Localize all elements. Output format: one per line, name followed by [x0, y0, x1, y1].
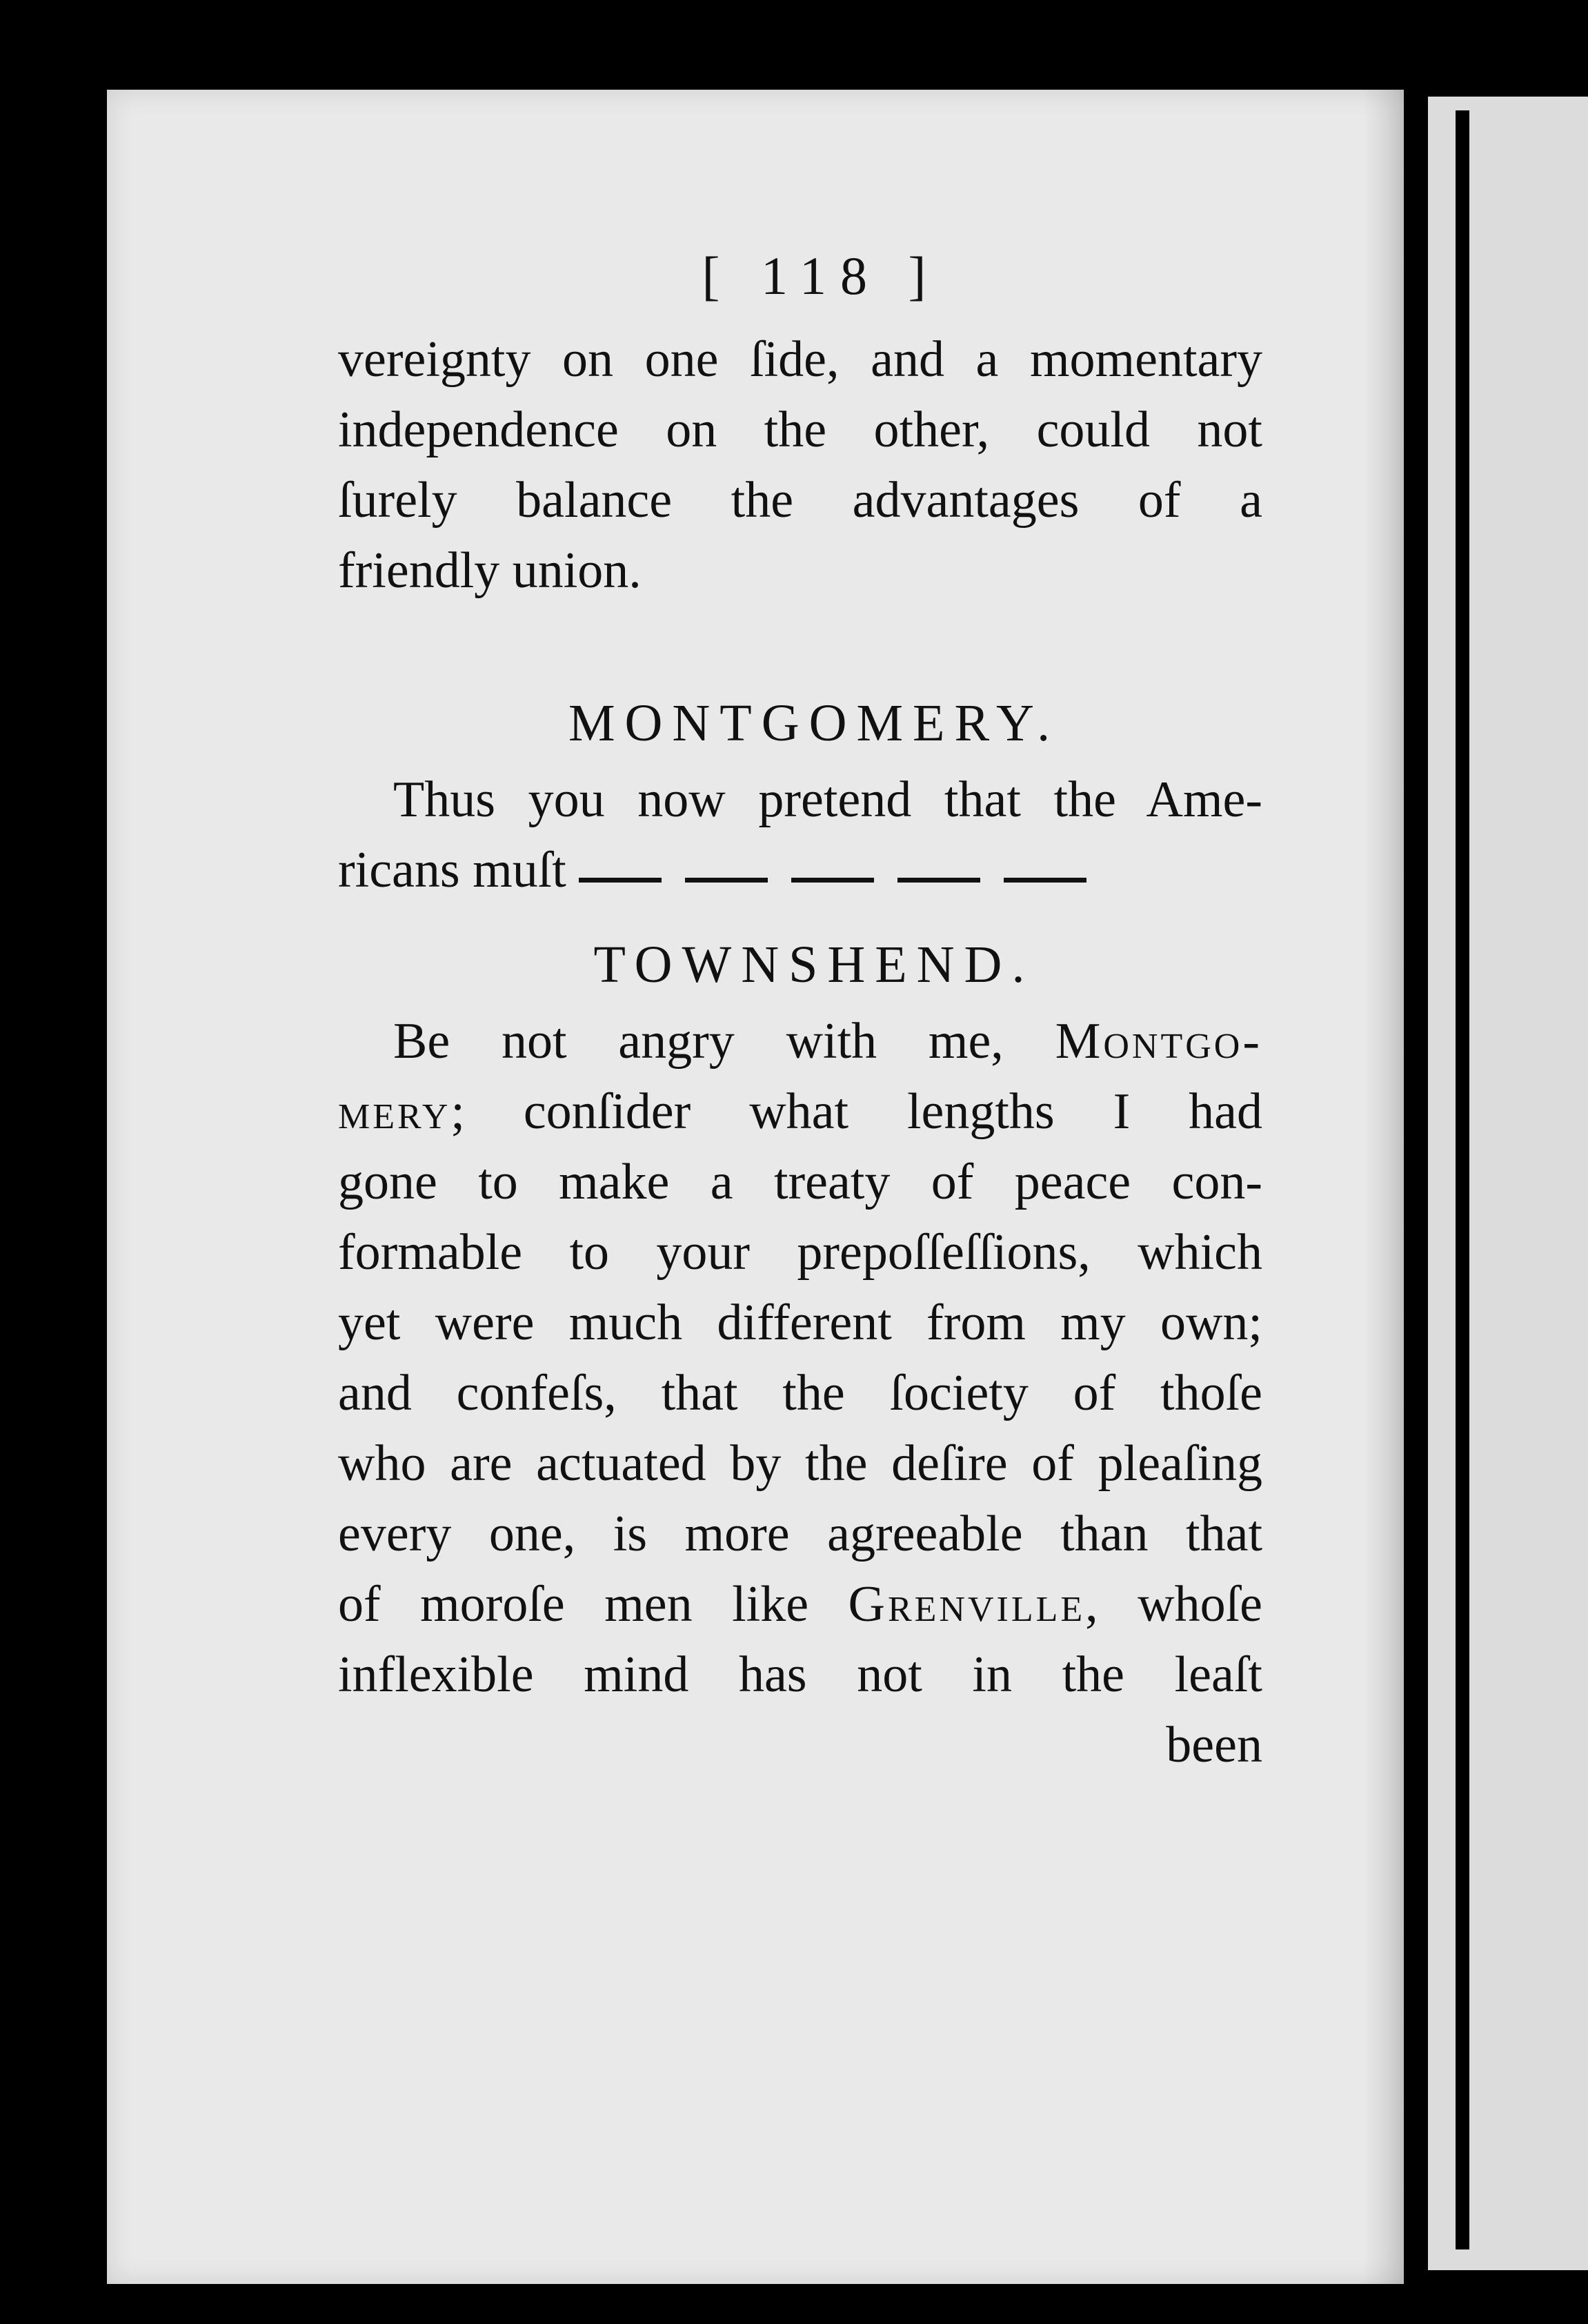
text-line: formable to your prepoſſeſſions, which: [338, 1224, 1262, 1281]
text-line: and confeſs, that the ſociety of thoſe: [338, 1365, 1262, 1421]
text-line: friendly union.: [338, 542, 642, 599]
text-line: Thus you now pretend that the Ame-: [393, 771, 1262, 828]
binding-gutter: [1456, 110, 1469, 2249]
text-line: who are actuated by the deſire of pleaſing: [338, 1435, 1262, 1492]
speaker-heading-townshend: TOWNSHEND.: [593, 936, 1035, 994]
text-line: [338, 1569, 1262, 1639]
paragraph-continuation: [338, 324, 1262, 606]
text-fragment: ; conſider what lengths I had: [450, 1083, 1262, 1140]
page-shadow: [1362, 90, 1404, 2284]
dash-mark: [791, 878, 874, 883]
speech-montgomery: [338, 765, 1262, 905]
text-line: [338, 1006, 1262, 1076]
page-number-header: [ 118 ]: [702, 246, 940, 306]
text-line: vereignty on one ſide, and a momentary: [338, 331, 1262, 388]
text-line: [338, 1076, 1262, 1147]
dash-mark: [897, 878, 980, 883]
speech-townshend: [338, 1006, 1262, 1780]
section-spacer: [338, 606, 1262, 682]
name-small-caps: mery: [338, 1083, 451, 1140]
catchword: been: [1166, 1717, 1262, 1773]
page-text-block: [338, 228, 1262, 1780]
text-line-with-dashes: [338, 835, 1262, 905]
dash-mark: [579, 878, 662, 883]
dash-mark: [1004, 878, 1086, 883]
text-fragment: Be not angry with me,: [393, 1013, 1055, 1070]
text-fragment: ricans muſt: [338, 842, 566, 898]
text-fragment: of moroſe men like: [338, 1576, 848, 1633]
name-small-caps: Grenville: [848, 1576, 1086, 1633]
name-small-caps: Montgo-: [1055, 1013, 1262, 1070]
text-fragment: , whoſe: [1085, 1576, 1262, 1633]
dash-mark: [685, 878, 768, 883]
text-line: ſurely balance the advantages of a: [338, 472, 1262, 529]
text-line: yet were much different from my own;: [338, 1294, 1262, 1351]
interruption-dashes: [579, 840, 1110, 910]
text-line: gone to make a treaty of peace con-: [338, 1154, 1262, 1210]
text-line: every one, is more agreeable than that: [338, 1506, 1262, 1562]
text-line: inflexible mind has not in the leaſt: [338, 1646, 1262, 1703]
facing-page-edge: [1428, 97, 1588, 2270]
text-line: independence on the other, could not: [338, 402, 1262, 458]
speaker-heading-montgomery: MONTGOMERY.: [568, 694, 1060, 752]
